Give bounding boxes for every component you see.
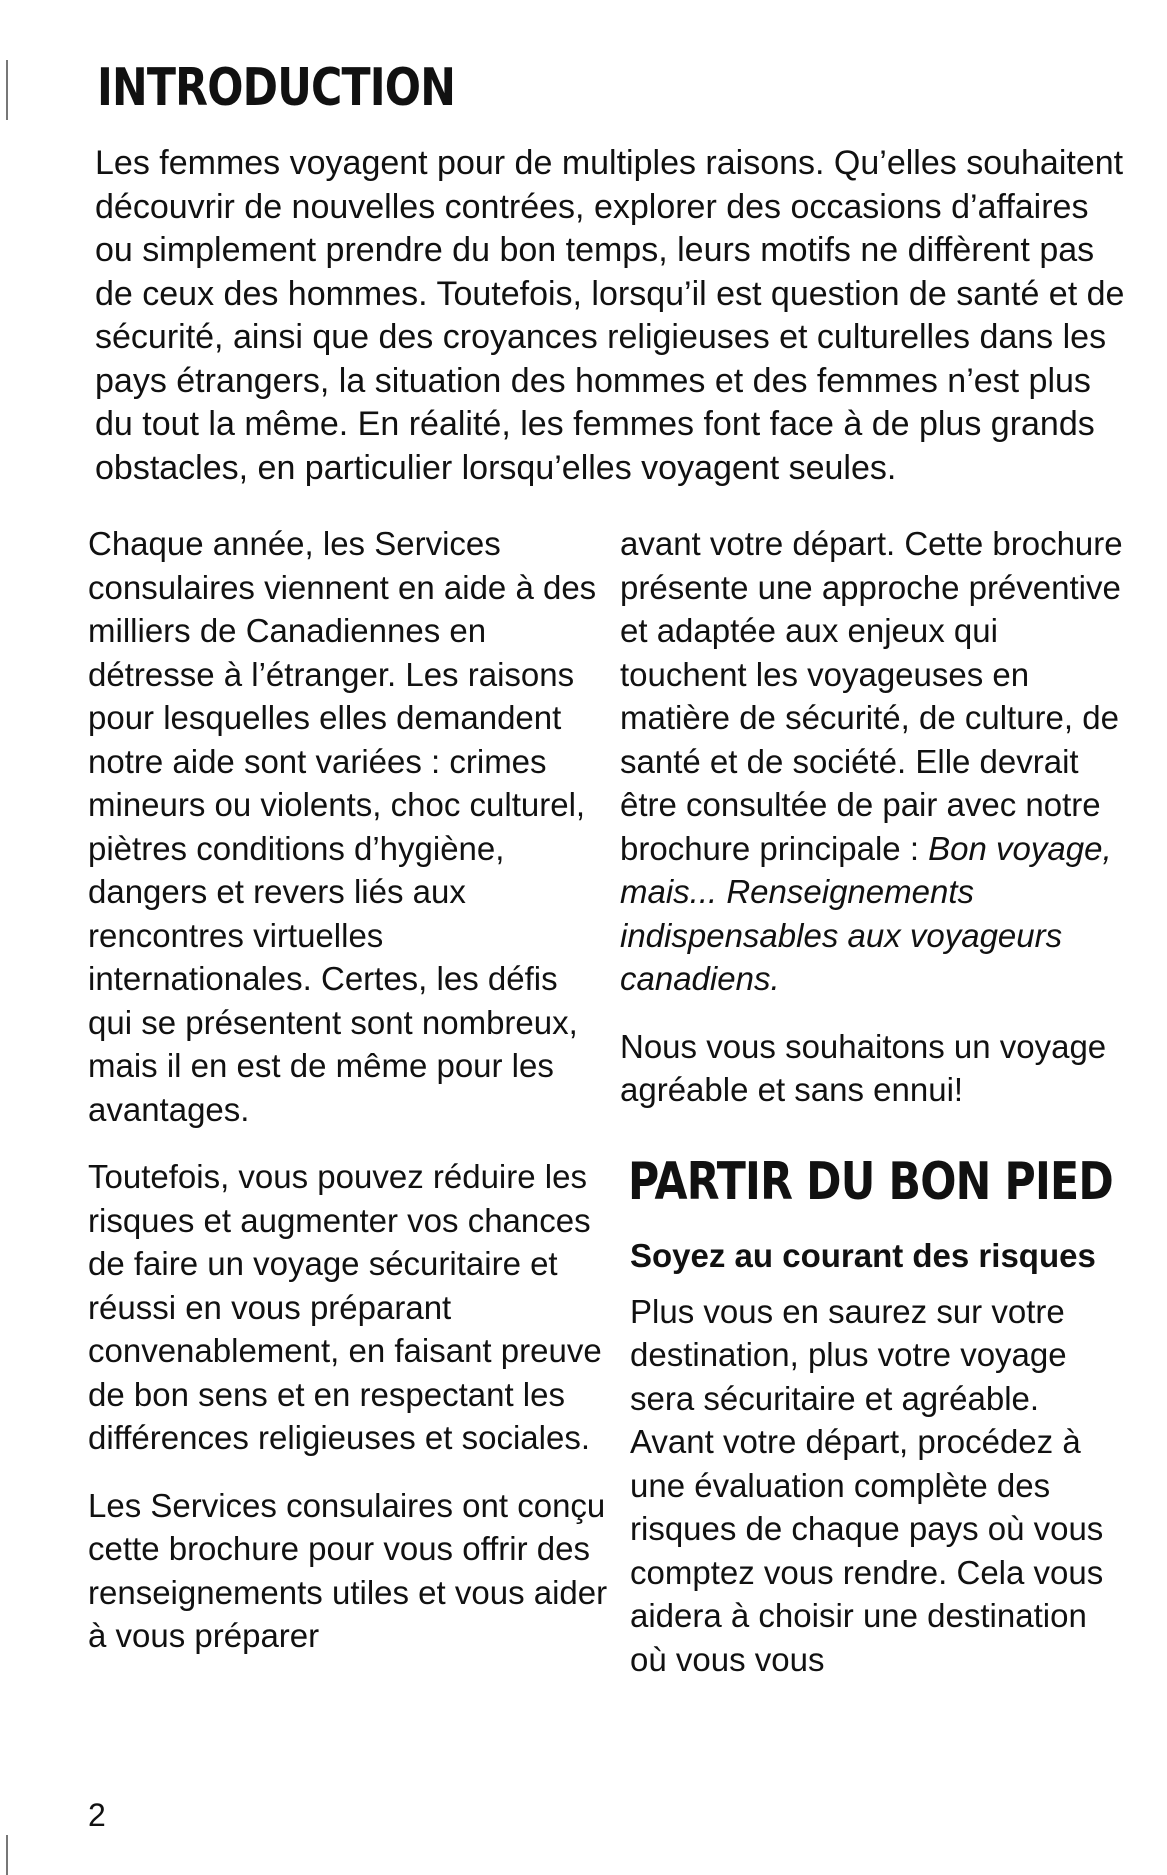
main-brochure-title: Bon voyage, mais... Renseignements indispensables aux voyageurs canadiens.	[620, 829, 1112, 997]
left-paragraph-3: Les Services consulaires ont conçu cette brochure pour vous offrir des renseignements utiles et vous aider à vous préparer	[88, 1486, 608, 1654]
scan-margin-mark	[6, 1835, 8, 1875]
right-paragraph-1	[620, 522, 1130, 1001]
page-number: 2	[88, 1797, 106, 1833]
section-title: PARTIR DU BON PIED	[628, 1151, 1113, 1212]
introduction-paragraph: Les femmes voyagent pour de multiples raisons. Qu’elles souhaitent découvrir de nouvelles contrées, explorer des occasions d’affaires ou simplement prendre du bon temps, leurs motifs ne diffèrent pas de ceux des hommes. Toutefois, lorsqu’il est question de santé et de sécurité, ainsi que des croyances religieuses et culturelles dans les pays étrangers, la situation des hommes et des femmes n’est plus du tout la même. En réalité, les femmes font face à de plus grands obstacles, en particulier lorsqu’elles voyagent seules.	[95, 144, 1125, 487]
right-paragraph-2: Nous vous souhaitons un voyage agréable et sans ennui!	[620, 1027, 1107, 1108]
left-paragraph-1: Chaque année, les Services consulaires viennent en aide à des milliers de Canadiennes en détresse à l’étranger. Les raisons pour lesquelles elles demandent notre aide sont variées : crimes mineurs ou violents, choc culturel, piètres conditions d’hygiène, dangers et revers liés aux rencontres virtuelles internationales. Certes, les défis qui se présentent sont nombreux, mais il en est de même pour les avantages.	[88, 525, 597, 1128]
right-paragraph-3: Plus vous en saurez sur votre destination, plus votre voyage sera sécuritaire et agréable. Avant votre départ, procédez à une évaluation complète des risques de chaque pays où vous comptez vous rendre. Cela vous aidera à choisir une destination où vous vous	[630, 1292, 1104, 1678]
right-column	[620, 522, 1130, 1705]
scan-margin-mark	[6, 60, 8, 120]
left-column	[88, 522, 608, 1682]
introduction-title: INTRODUCTION	[97, 58, 456, 118]
left-paragraph-2: Toutefois, vous pouvez réduire les risques et augmenter vos chances de faire un voyage sécuritaire et réussi en vous préparant convenablement, en faisant preuve de bon sens et en respectant les différences religieuses et sociales.	[88, 1158, 602, 1456]
section-subheading: Soyez au courant des risques	[630, 1236, 1096, 1274]
right-paragraph-1-text: avant votre départ. Cette brochure présente une approche préventive et adaptée aux enjeux qui touchent les voyageuses en matière de sécurité, de culture, de santé et de société. Elle devrait être consultée de pair avec notre brochure principale :	[620, 525, 1123, 867]
